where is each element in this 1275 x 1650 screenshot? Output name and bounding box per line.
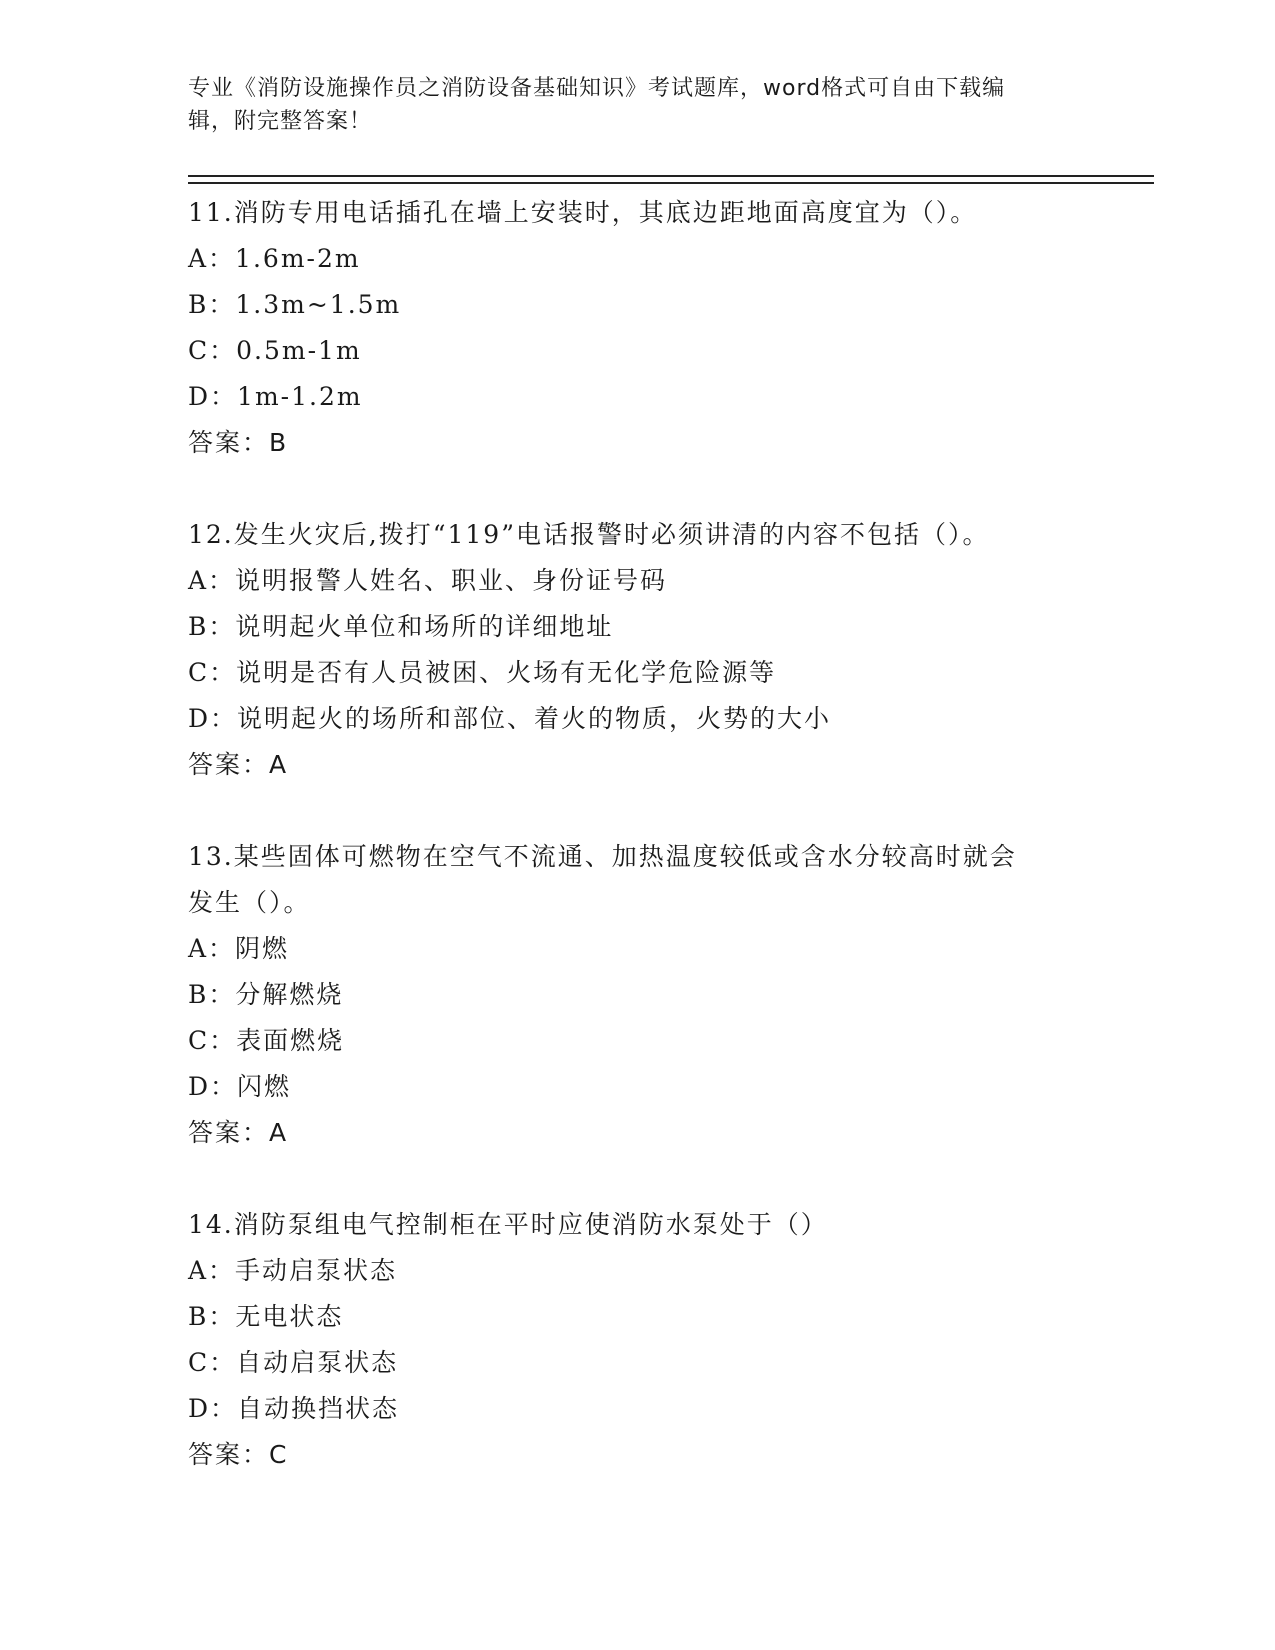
spacer [188, 788, 1088, 832]
question-13 [188, 834, 1088, 1156]
header-divider-top [188, 175, 1154, 177]
answer-line: 答案：A [188, 750, 289, 779]
question-stem: 14.消防泵组电气控制柜在平时应使消防水泵处于（） [188, 1210, 828, 1239]
document-header [188, 72, 1068, 138]
option-d: D：说明起火的场所和部位、着火的物质，火势的大小 [188, 704, 832, 733]
question-stem-line-2: 发生（）。 [188, 888, 311, 917]
spacer [188, 466, 1088, 510]
answer-line: 答案：A [188, 1118, 289, 1147]
option-a: A：阴燃 [188, 934, 290, 963]
option-a: A：手动启泵状态 [188, 1256, 398, 1285]
option-c: C：表面燃烧 [188, 1026, 345, 1055]
option-b: B：分解燃烧 [188, 980, 344, 1009]
option-b: B：说明起火单位和场所的详细地址 [188, 612, 614, 641]
header-line-1: 专业《消防设施操作员之消防设备基础知识》考试题库，word格式可自由下载编 [188, 76, 1006, 101]
header-divider-bottom [188, 182, 1154, 184]
option-d: D：闪燃 [188, 1072, 292, 1101]
header-line-2: 辑，附完整答案！ [188, 109, 373, 134]
question-14 [188, 1202, 1088, 1478]
spacer [188, 1156, 1088, 1200]
option-d: D：自动换挡状态 [188, 1394, 400, 1423]
question-stem: 12.发生火灾后,拨打“119”电话报警时必须讲清的内容不包括（）。 [188, 520, 990, 549]
option-c: C：0.5m-1m [188, 336, 362, 365]
answer-line: 答案：C [188, 1440, 289, 1469]
question-stem-line-1: 13.某些固体可燃物在空气不流通、加热温度较低或含水分较高时就会 [188, 842, 1017, 871]
option-a: A：1.6m-2m [188, 244, 361, 273]
option-a: A：说明报警人姓名、职业、身份证号码 [188, 566, 668, 595]
option-c: C：说明是否有人员被困、火场有无化学危险源等 [188, 658, 777, 687]
option-c: C：自动启泵状态 [188, 1348, 399, 1377]
option-b: B：无电状态 [188, 1302, 344, 1331]
answer-line: 答案：B [188, 428, 289, 457]
question-11 [188, 190, 1088, 466]
option-b: B：1.3m~1.5m [188, 290, 402, 319]
question-list [188, 188, 1088, 1478]
question-12 [188, 512, 1088, 788]
question-stem: 11.消防专用电话插孔在墙上安装时，其底边距地面高度宜为（）。 [188, 198, 978, 227]
option-d: D：1m-1.2m [188, 382, 363, 411]
